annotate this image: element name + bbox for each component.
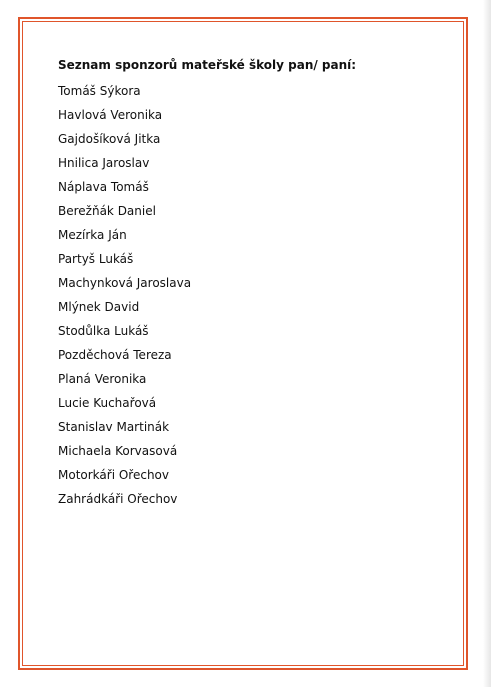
sponsor-list-item: Michaela Korvasová [58, 444, 178, 458]
sponsor-list-item: Stanislav Martinák [58, 420, 170, 434]
sponsor-list-item: Hnilica Jaroslav [58, 156, 150, 170]
page-shadow-edge [483, 0, 491, 687]
sponsor-list-item: Berežňák Daniel [58, 204, 156, 218]
sponsor-list-item: Gajdošíková Jitka [58, 132, 161, 146]
sponsor-list-item: Stodůlka Lukáš [58, 324, 149, 338]
sponsor-list-item: Planá Veronika [58, 372, 147, 386]
sponsor-list-item: Motorkáři Ořechov [58, 468, 169, 482]
sponsor-list-item: Lucie Kuchařová [58, 396, 157, 410]
sponsor-list-item: Pozděchová Tereza [58, 348, 172, 362]
sponsor-list-item: Tomáš Sýkora [58, 84, 141, 98]
sponsor-list-item: Havlová Veronika [58, 108, 163, 122]
sponsor-list-item: Zahrádkáři Ořechov [58, 492, 178, 506]
sponsor-list-item: Partyš Lukáš [58, 252, 134, 266]
sponsor-list [58, 83, 448, 515]
document-content [58, 57, 448, 515]
sponsor-list-item: Náplava Tomáš [58, 180, 149, 194]
document-heading: Seznam sponzorů mateřské školy pan/ paní: [58, 58, 357, 72]
sponsor-list-item: Mlýnek David [58, 300, 140, 314]
sponsor-list-item: Mezírka Ján [58, 228, 127, 242]
sponsor-list-item: Machynková Jaroslava [58, 276, 192, 290]
